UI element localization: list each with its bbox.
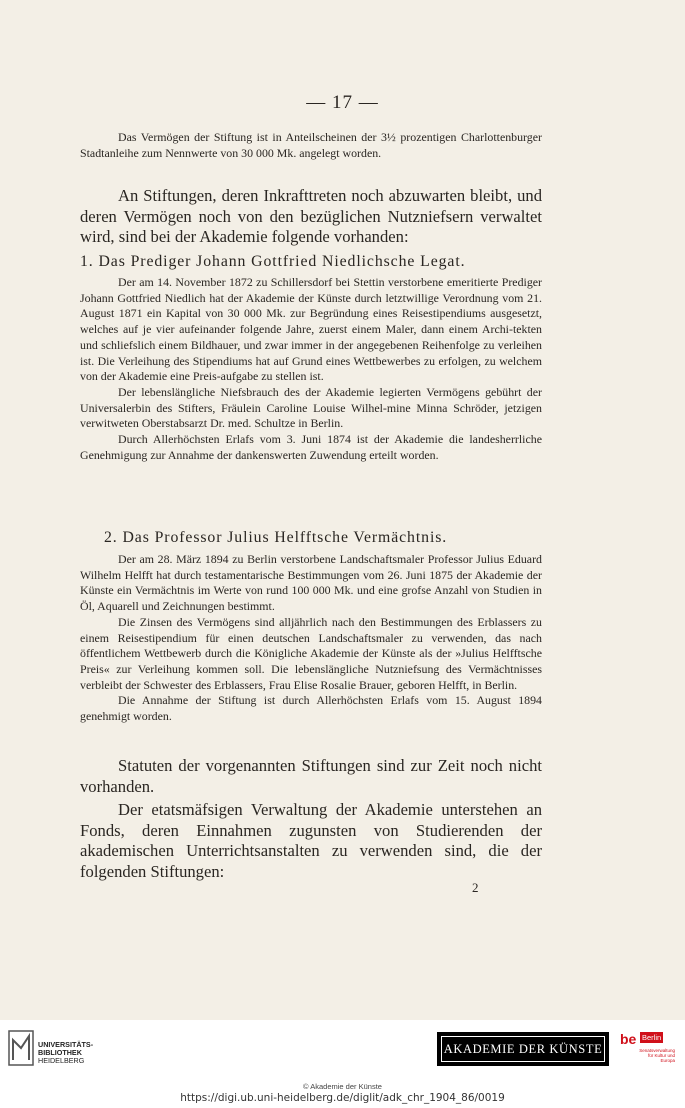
ub-line-3: HEIDELBERG xyxy=(38,1056,85,1066)
university-library-label[interactable] xyxy=(38,1041,93,1066)
stiftungen-text: An Stiftungen, deren Inkrafttreten noch abzuwarten bleibt, und deren Vermögen noch von den bezüglichen Nutzniefsern verwaltet wird, sind bei der Akademie folgende vorhanden: xyxy=(80,186,542,246)
paragraph-intro xyxy=(80,130,542,161)
heading-helfft: 2. Das Professor Julius Helfftsche Vermächtnis. xyxy=(104,529,448,546)
copyright-notice: © Akademie der Künste xyxy=(303,1082,382,1091)
page-number: — 17 — xyxy=(306,92,379,113)
heading-legat: 1. Das Prediger Johann Gottfried Niedlichsche Legat. xyxy=(80,253,466,270)
helfft-paragraph-3: Die Annahme der Stiftung ist durch Allerhöchsten Erlafs vom 15. August 1894 genehmigt worden. xyxy=(80,693,542,724)
ub-line-2: BIBLIOTHEK xyxy=(38,1048,82,1058)
berlin-logo-be[interactable]: be xyxy=(620,1031,637,1047)
section-legat xyxy=(80,275,542,463)
paragraph-statuten xyxy=(80,756,542,797)
legat-paragraph-3: Durch Allerhöchsten Erlafs vom 3. Juni 1874 ist der Akademie die landesherrliche Genehmigung zur Annahme der dankenswerten Zuwendung erteilt worden. xyxy=(80,432,542,462)
helfft-paragraph-2: Die Zinsen des Vermögens sind alljährlich nach den Bestimmungen des Erblassers zu einem Reisestipendium für einen deutschen Landschaftsmaler zu verwenden, das nach öffentlichem Wettbewerb durch die Königliche Akademie der Künste als der »Julius Helfftsche Preis« zur Verleihung kommen soll. Die lebenslängliche Nutzniefsung des Vermächtnisses verbleibt der Schwester des Erblassers, Frau Elise Rosalie Brauer, geboren Helfft, in Berlin. xyxy=(80,614,542,692)
akademie-logo-label: AKADEMIE DER KÜNSTE xyxy=(441,1036,605,1062)
berlin-logo-tag[interactable]: Berlin xyxy=(642,1033,662,1042)
akademie-logo[interactable] xyxy=(437,1032,609,1066)
intro-text: Das Vermögen der Stiftung ist in Anteilscheinen der 3½ prozentigen Charlottenburger Stadtanleihe zum Nennwerte von 30 000 Mk. angelegt worden. xyxy=(80,130,542,160)
paragraph-etat xyxy=(80,800,542,882)
legat-paragraph-1: Der am 14. November 1872 zu Schillersdorf bei Stettin verstorbene emeritierte Prediger Johann Gottfried Niedlich hat der Akademie der Künste durch letztwillige Verordnung vom 21. August 1871 ein Kapital von 30 000 Mk. zur Begründung eines Reisestipendiums ausgesetzt, welches auf je vier aufeinander folgende Jahre, zuerst einem Maler, dann einem Archi-tekten und schliefslich einem Bildhauer, und zwar immer in der angegebenen Reihenfolge zu verleihen ist. Die Verleihung des Stipendiums hat auf Grund eines Wettbewerbes zu erfolgen, zu welchem von der Akademie eine Preis-aufgabe zu stellen ist. xyxy=(80,275,542,384)
permalink-url[interactable]: https://digi.ub.uni-heidelberg.de/diglit/adk_chr_1904_86/0019 xyxy=(180,1092,505,1104)
helfft-paragraph-1: Der am 28. März 1894 zu Berlin verstorbene Landschaftsmaler Professor Julius Eduard Wilhelm Helfft hat durch testamentarische Bestimmungen vom 26. Juni 1875 der Akademie der Künste ein Vermächtnis im Werte von rund 100 000 Mk. und eine grofse Anzahl von Studien in Öl, Aquarell und Zeichnungen bestimmt. xyxy=(80,552,542,614)
paragraph-stiftungen xyxy=(80,186,542,248)
legat-paragraph-2: Der lebenslängliche Niefsbrauch des der Akademie legierten Vermögens gebührt der Universalerbin des Stifters, Fräulein Caroline Louise Wilhel-mine Minna Schröder, jetzigen verwitweten Oberstabsarzt Dr. med. Schultze in Berlin. xyxy=(80,384,542,431)
statuten-text: Statuten der vorgenannten Stiftungen sind zur Zeit noch nicht vorhanden. xyxy=(80,756,542,796)
ub-line-1: UNIVERSITÄTS- xyxy=(38,1040,94,1049)
berlin-logo-subtitle: Senatsverwaltung für Kultur und Europa xyxy=(639,1048,675,1064)
signature-mark: 2 xyxy=(472,880,479,895)
university-library-logo-icon xyxy=(8,1030,34,1066)
section-helfft xyxy=(80,552,542,725)
etat-text: Der etatsmäfsigen Verwaltung der Akademie unterstehen an Fonds, deren Einnahmen zugunsten von Studierenden der akademischen Unterrichtsanstalten zu verwenden sind, die der folgenden Stiftungen: xyxy=(80,800,542,881)
